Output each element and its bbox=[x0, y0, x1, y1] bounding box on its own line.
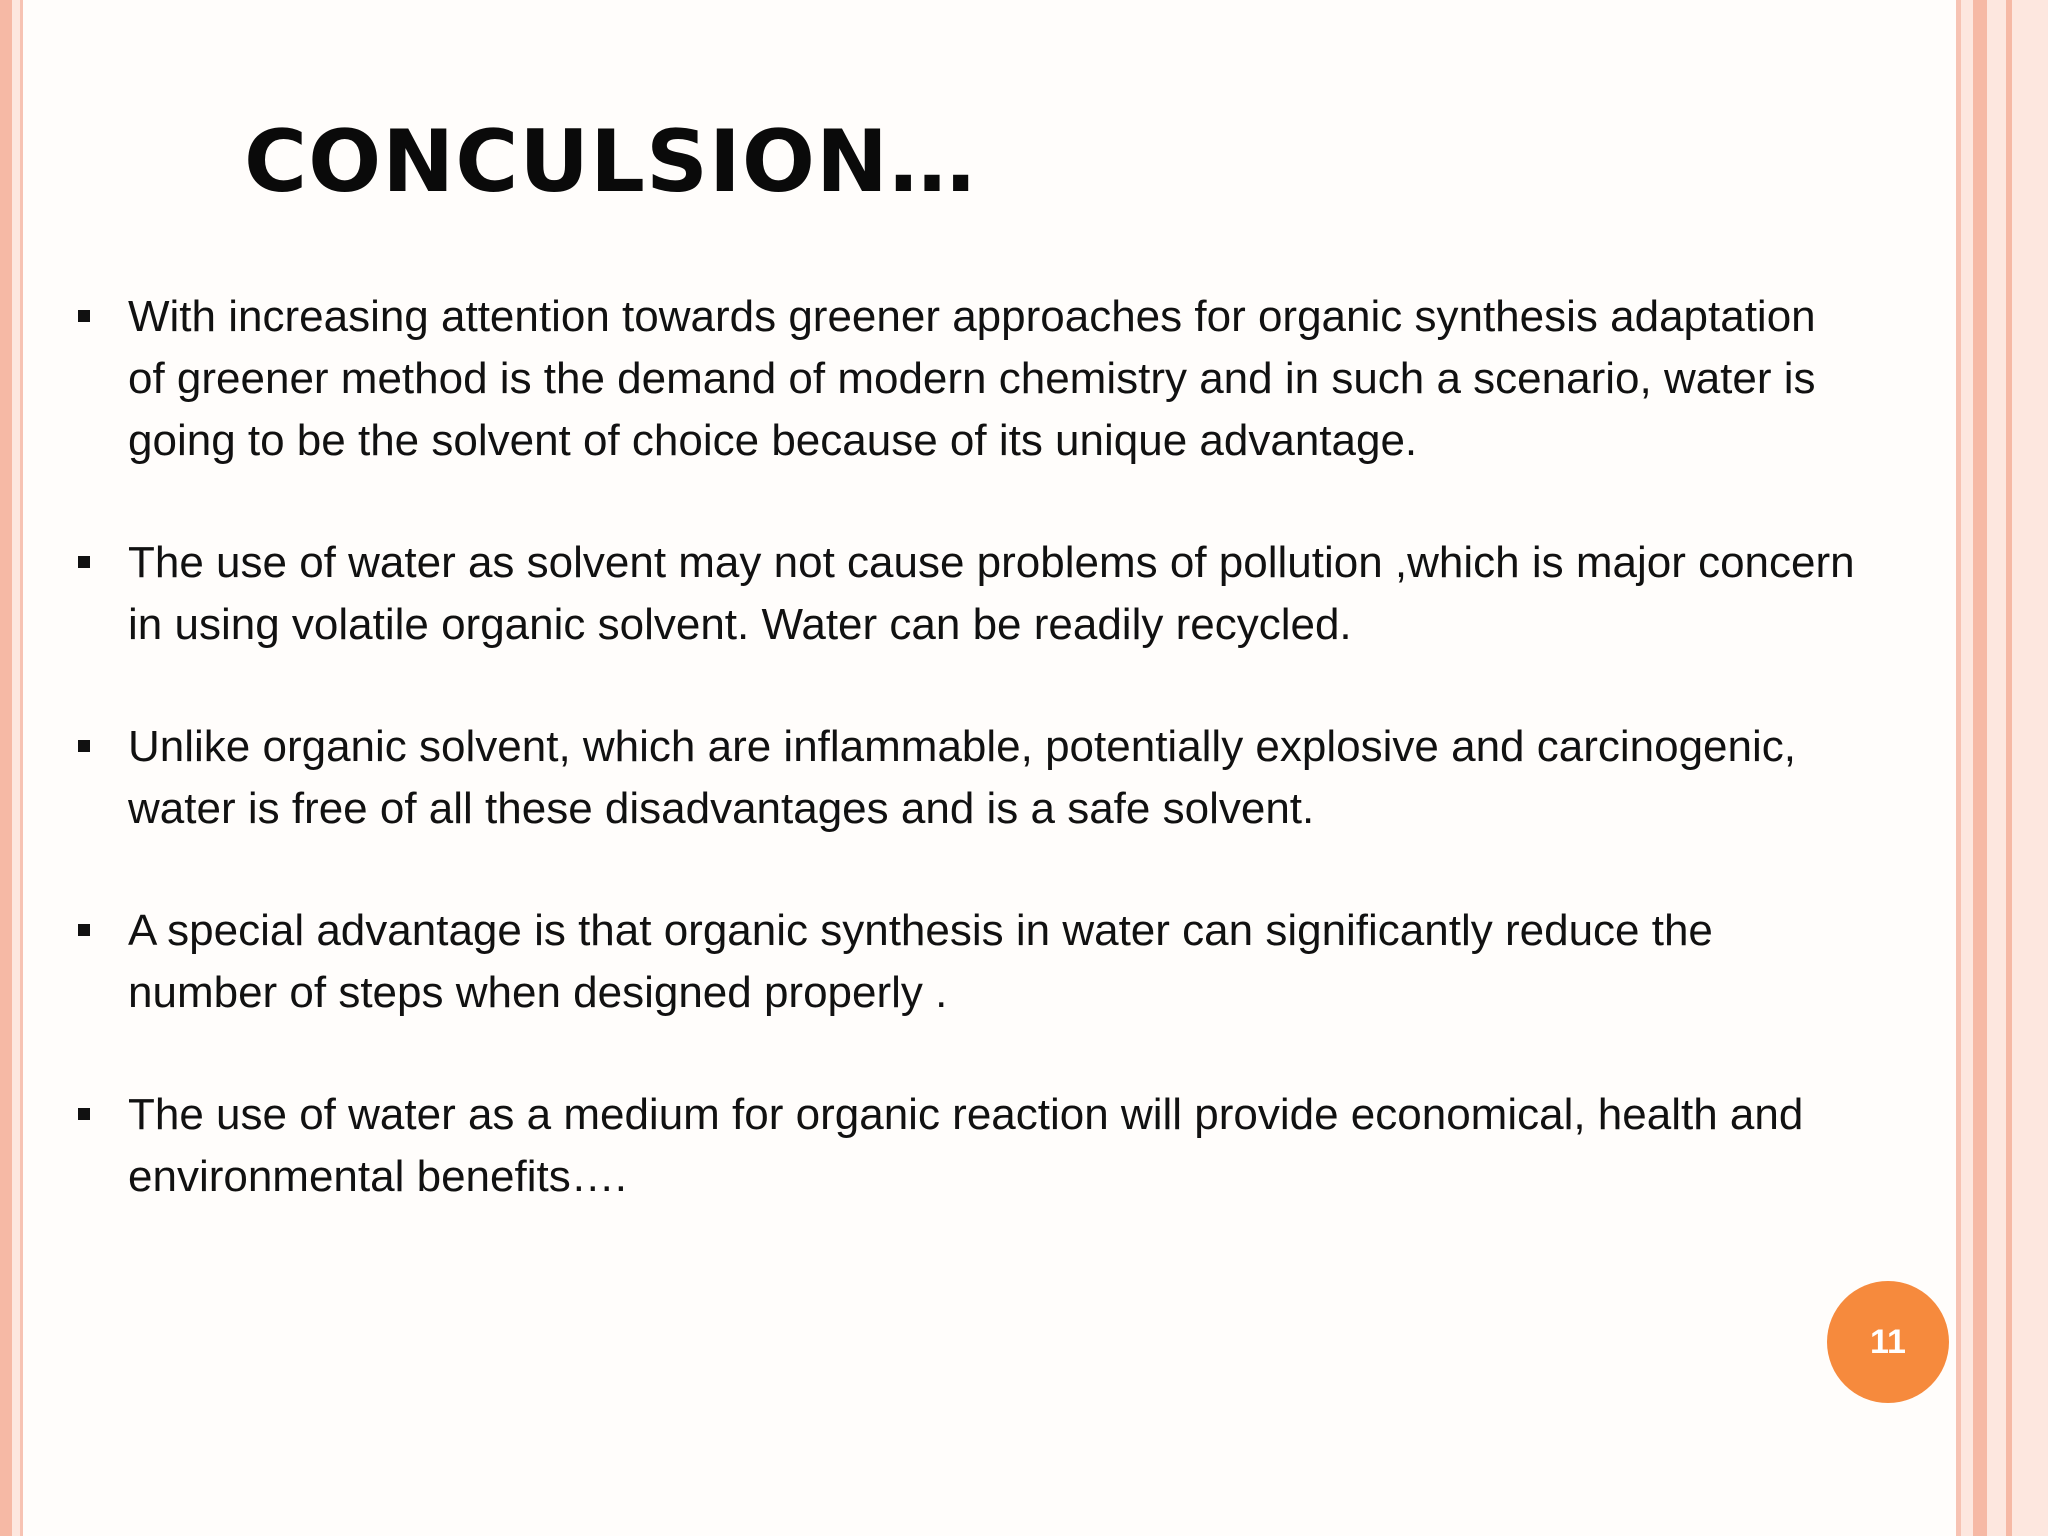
bullet-item bbox=[76, 1084, 1856, 1208]
square-bullet-icon bbox=[78, 310, 90, 322]
bullet-item bbox=[76, 716, 1856, 840]
bullet-item bbox=[76, 900, 1856, 1024]
bullet-text: The use of water as solvent may not cause problems of pollution ,which is major concern in using volatile organic solvent. Water can be readily recycled. bbox=[128, 538, 1855, 649]
bullet-text: Unlike organic solvent, which are inflammable, potentially explosive and carcinogenic, water is free of all these disadvantages and is a safe solvent. bbox=[128, 722, 1796, 833]
left-border-outer bbox=[0, 0, 12, 1536]
bullet-item bbox=[76, 532, 1856, 656]
square-bullet-icon bbox=[78, 740, 90, 752]
right-border-inner bbox=[1961, 0, 1973, 1536]
bullet-list bbox=[76, 286, 1856, 1268]
left-border-line bbox=[20, 0, 23, 1536]
left-border-inner bbox=[12, 0, 20, 1536]
page-number-badge: 11 bbox=[1827, 1281, 1949, 1403]
slide-title: CONCULSION… bbox=[244, 112, 976, 212]
bullet-item bbox=[76, 286, 1856, 472]
bullet-text: A special advantage is that organic synthesis in water can significantly reduce the number of steps when designed properly . bbox=[128, 906, 1713, 1017]
bullet-text: The use of water as a medium for organic reaction will provide economical, health and environmental benefits…. bbox=[128, 1090, 1804, 1201]
square-bullet-icon bbox=[78, 556, 90, 568]
square-bullet-icon bbox=[78, 924, 90, 936]
right-border-outer bbox=[1987, 0, 2048, 1536]
right-border-stripe bbox=[1973, 0, 1987, 1536]
square-bullet-icon bbox=[78, 1108, 90, 1120]
right-border-edge bbox=[2006, 0, 2012, 1536]
bullet-text: With increasing attention towards greener approaches for organic synthesis adaptation of greener method is the demand of modern chemistry and in such a scenario, water is going to be the solvent of choice because of its unique advantage. bbox=[128, 292, 1816, 465]
